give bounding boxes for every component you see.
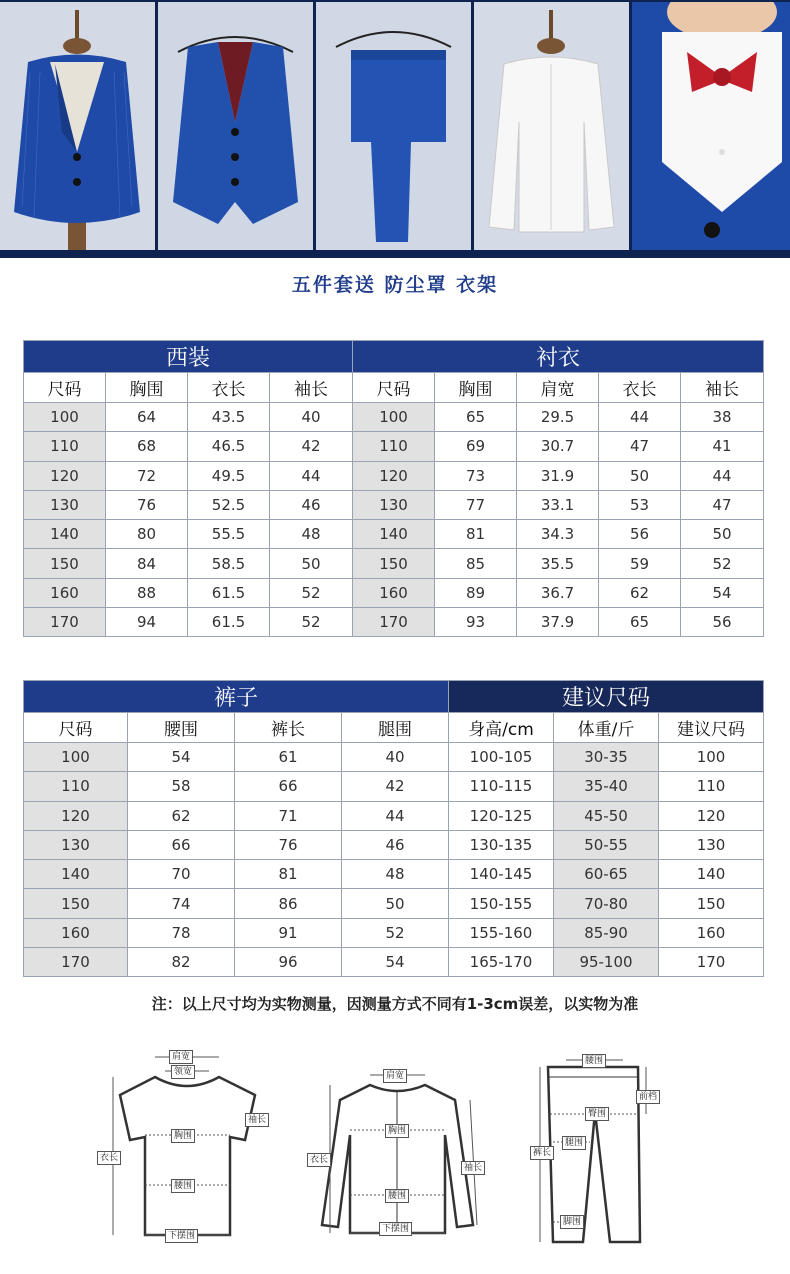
hem-label: 下摆围 (379, 1222, 412, 1236)
table-cell: 130 (24, 830, 128, 859)
table-body (24, 403, 764, 637)
chest-label: 胸围 (171, 1129, 195, 1143)
table-cell: 81 (435, 520, 517, 549)
column-header: 腿围 (342, 713, 449, 743)
pants-diagram (528, 1052, 668, 1247)
table-cell: 53 (599, 490, 681, 519)
pants-table-title: 裤子 (24, 681, 449, 713)
table-cell: 155-160 (449, 918, 554, 947)
column-header: 衣长 (188, 373, 270, 403)
bowtie-image (632, 2, 790, 250)
table-cell: 110 (353, 432, 435, 461)
table-header-row (24, 713, 764, 743)
pants-recommend-size-table (23, 680, 764, 977)
table-cell: 130 (353, 490, 435, 519)
suit-shirt-size-table (23, 340, 764, 637)
recommend-table-title: 建议尺码 (449, 681, 764, 713)
table-cell: 120 (353, 461, 435, 490)
table-cell: 160 (353, 578, 435, 607)
table-cell: 38 (681, 403, 764, 432)
blazer-image (0, 2, 155, 250)
table-cell: 65 (435, 403, 517, 432)
table-cell: 82 (128, 948, 235, 977)
table-cell: 40 (342, 743, 449, 772)
waist-label: 腰围 (385, 1189, 409, 1203)
table-cell: 47 (681, 490, 764, 519)
front-rise-label: 前档 (636, 1090, 660, 1104)
table-cell: 71 (235, 801, 342, 830)
table-row (24, 772, 764, 801)
table-body (24, 743, 764, 977)
table-cell: 56 (681, 608, 764, 637)
table-row (24, 830, 764, 859)
table-cell: 100 (24, 403, 106, 432)
table-cell: 110 (24, 432, 106, 461)
shirt-photo (474, 2, 629, 250)
table-cell: 86 (235, 889, 342, 918)
table-row (24, 743, 764, 772)
column-header: 肩宽 (517, 373, 599, 403)
table-cell: 41 (681, 432, 764, 461)
table-row (24, 948, 764, 977)
table-cell: 61.5 (188, 608, 270, 637)
table-cell: 33.1 (517, 490, 599, 519)
shirt-outline-icon (305, 1065, 495, 1245)
column-header: 尺码 (24, 373, 106, 403)
column-header: 身高/cm (449, 713, 554, 743)
table-cell: 72 (106, 461, 188, 490)
column-header: 尺码 (353, 373, 435, 403)
sleeve-length-label: 袖长 (245, 1113, 269, 1127)
table-cell: 60-65 (554, 860, 659, 889)
table-cell: 66 (235, 772, 342, 801)
table-cell: 44 (599, 403, 681, 432)
table-cell: 100 (24, 743, 128, 772)
table-cell: 68 (106, 432, 188, 461)
table-cell: 44 (270, 461, 353, 490)
table-cell: 100-105 (449, 743, 554, 772)
waist-label: 腰围 (582, 1054, 606, 1068)
table-cell: 43.5 (188, 403, 270, 432)
hem-label: 下摆围 (165, 1229, 198, 1243)
chest-label: 胸围 (385, 1124, 409, 1138)
table-cell: 76 (235, 830, 342, 859)
table-cell: 34.3 (517, 520, 599, 549)
table-cell: 69 (435, 432, 517, 461)
measurement-note: 注：以上尺寸均为实物测量，因测量方式不同有1-3cm误差，以实物为准 (151, 995, 639, 1013)
shoulder-width-label: 肩宽 (169, 1050, 193, 1064)
table-cell: 170 (353, 608, 435, 637)
table-cell: 160 (24, 578, 106, 607)
table-cell: 120 (659, 801, 764, 830)
table-cell: 36.7 (517, 578, 599, 607)
table-cell: 54 (342, 948, 449, 977)
table-cell: 74 (128, 889, 235, 918)
table-cell: 31.9 (517, 461, 599, 490)
table-cell: 94 (106, 608, 188, 637)
trousers-image (316, 2, 471, 250)
table-row (24, 520, 764, 549)
table-cell: 52 (270, 608, 353, 637)
table-cell: 84 (106, 549, 188, 578)
table-cell: 40 (270, 403, 353, 432)
table-cell: 78 (128, 918, 235, 947)
table-cell: 120-125 (449, 801, 554, 830)
blazer-photo (0, 2, 155, 250)
table-cell: 50-55 (554, 830, 659, 859)
waist-label: 腰围 (171, 1179, 195, 1193)
table-cell: 88 (106, 578, 188, 607)
table-cell: 150-155 (449, 889, 554, 918)
column-header: 尺码 (24, 713, 128, 743)
table-cell: 46 (270, 490, 353, 519)
table-cell: 58 (128, 772, 235, 801)
table-cell: 140-145 (449, 860, 554, 889)
table-cell: 85-90 (554, 918, 659, 947)
leg-opening-label: 脚围 (560, 1215, 584, 1229)
table-cell: 62 (128, 801, 235, 830)
table-cell: 50 (599, 461, 681, 490)
table-cell: 30.7 (517, 432, 599, 461)
column-header: 腰围 (128, 713, 235, 743)
table-cell: 81 (235, 860, 342, 889)
table-cell: 70-80 (554, 889, 659, 918)
table-cell: 130 (659, 830, 764, 859)
garment-length-label: 衣长 (97, 1151, 121, 1165)
suit-table-title: 西装 (24, 341, 353, 373)
table-row (24, 801, 764, 830)
table-cell: 46.5 (188, 432, 270, 461)
sleeve-length-label: 袖长 (461, 1161, 485, 1175)
table-row (24, 549, 764, 578)
tshirt-diagram (95, 1045, 280, 1255)
pants-length-label: 裤长 (530, 1146, 554, 1160)
table-cell: 35-40 (554, 772, 659, 801)
collar-width-label: 领宽 (171, 1065, 195, 1079)
table-cell: 42 (342, 772, 449, 801)
table-cell: 100 (659, 743, 764, 772)
table-cell: 48 (270, 520, 353, 549)
table-cell: 110 (659, 772, 764, 801)
table-cell: 89 (435, 578, 517, 607)
table-cell: 100 (353, 403, 435, 432)
table-cell: 65 (599, 608, 681, 637)
table-cell: 80 (106, 520, 188, 549)
thigh-label: 腿围 (562, 1136, 586, 1150)
table-cell: 130 (24, 490, 106, 519)
table-cell: 150 (659, 889, 764, 918)
column-header: 袖长 (681, 373, 764, 403)
table-cell: 150 (24, 889, 128, 918)
table-cell: 61.5 (188, 578, 270, 607)
table-cell: 140 (659, 860, 764, 889)
shirt-table-title: 衬衣 (353, 341, 764, 373)
table-cell: 170 (24, 608, 106, 637)
table-cell: 95-100 (554, 948, 659, 977)
table-cell: 54 (681, 578, 764, 607)
table-cell: 76 (106, 490, 188, 519)
table-cell: 35.5 (517, 549, 599, 578)
table-cell: 140 (353, 520, 435, 549)
table-cell: 50 (681, 520, 764, 549)
table-cell: 44 (681, 461, 764, 490)
hip-label: 臀围 (585, 1107, 609, 1121)
headline: 五件套送 防尘罩 衣架 (291, 274, 499, 296)
bowtie-closeup-photo (632, 2, 790, 250)
table-cell: 50 (270, 549, 353, 578)
table-cell: 37.9 (517, 608, 599, 637)
column-header: 胸围 (106, 373, 188, 403)
table-cell: 48 (342, 860, 449, 889)
table-cell: 140 (24, 860, 128, 889)
table-cell: 70 (128, 860, 235, 889)
table-cell: 46 (342, 830, 449, 859)
table-cell: 110 (24, 772, 128, 801)
table-cell: 170 (24, 948, 128, 977)
trousers-photo (316, 2, 471, 250)
table-cell: 49.5 (188, 461, 270, 490)
table-row (24, 578, 764, 607)
column-header: 体重/斤 (554, 713, 659, 743)
table-cell: 66 (128, 830, 235, 859)
shirt-diagram (305, 1065, 495, 1245)
vest-photo (158, 2, 313, 250)
vest-image (158, 2, 313, 250)
table-cell: 77 (435, 490, 517, 519)
table-row (24, 461, 764, 490)
table-cell: 160 (24, 918, 128, 947)
table-cell: 73 (435, 461, 517, 490)
table-cell: 58.5 (188, 549, 270, 578)
table-row (24, 918, 764, 947)
table-cell: 52 (270, 578, 353, 607)
table-cell: 55.5 (188, 520, 270, 549)
table-cell: 61 (235, 743, 342, 772)
table-cell: 45-50 (554, 801, 659, 830)
table-cell: 30-35 (554, 743, 659, 772)
table-row (24, 860, 764, 889)
table-cell: 140 (24, 520, 106, 549)
table-cell: 44 (342, 801, 449, 830)
table-cell: 96 (235, 948, 342, 977)
table-cell: 56 (599, 520, 681, 549)
table-cell: 52 (342, 918, 449, 947)
table-header-row (24, 373, 764, 403)
column-header: 裤长 (235, 713, 342, 743)
table-cell: 150 (353, 549, 435, 578)
table-cell: 91 (235, 918, 342, 947)
table-row (24, 403, 764, 432)
table-cell: 160 (659, 918, 764, 947)
table-cell: 54 (128, 743, 235, 772)
column-header: 胸围 (435, 373, 517, 403)
table-cell: 42 (270, 432, 353, 461)
table-cell: 165-170 (449, 948, 554, 977)
table-cell: 52.5 (188, 490, 270, 519)
table-cell: 170 (659, 948, 764, 977)
table-cell: 50 (342, 889, 449, 918)
table-row (24, 608, 764, 637)
shirt-image (474, 2, 629, 250)
table-cell: 120 (24, 801, 128, 830)
table-cell: 59 (599, 549, 681, 578)
table-row (24, 889, 764, 918)
column-header: 袖长 (270, 373, 353, 403)
table-cell: 110-115 (449, 772, 554, 801)
table-cell: 93 (435, 608, 517, 637)
garment-length-label: 衣长 (307, 1153, 331, 1167)
table-cell: 85 (435, 549, 517, 578)
table-cell: 150 (24, 549, 106, 578)
table-cell: 47 (599, 432, 681, 461)
shoulder-width-label: 肩宽 (383, 1069, 407, 1083)
column-header: 建议尺码 (659, 713, 764, 743)
table-cell: 29.5 (517, 403, 599, 432)
table-cell: 120 (24, 461, 106, 490)
table-row (24, 432, 764, 461)
table-cell: 64 (106, 403, 188, 432)
table-cell: 52 (681, 549, 764, 578)
table-cell: 130-135 (449, 830, 554, 859)
product-photo-strip (0, 0, 790, 258)
column-header: 衣长 (599, 373, 681, 403)
table-row (24, 490, 764, 519)
table-cell: 62 (599, 578, 681, 607)
